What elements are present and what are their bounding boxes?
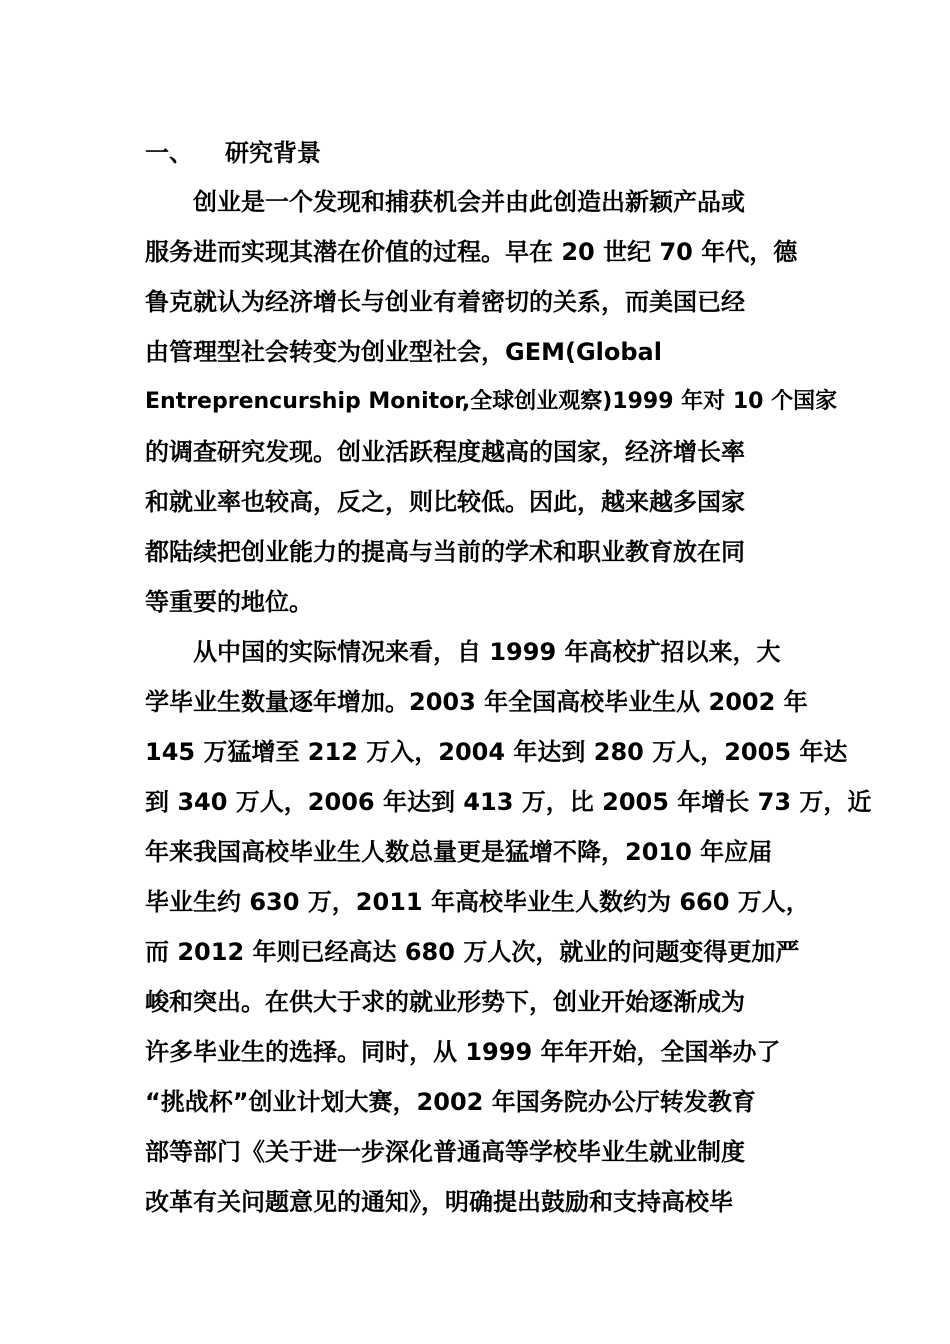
paragraph-1-line-6: 的调查研究发现。创业活跃程度越高的国家，经济增长率	[145, 438, 745, 466]
paragraph-1-line-1: 创业是一个发现和捕获机会并由此创造出新颖产品或	[193, 188, 745, 216]
paragraph-1-line-7: 和就业率也较高，反之，则比较低。因此，越来越多国家	[145, 488, 745, 516]
paragraph-2-line-11: 部等部门《关于进一步深化普通高等学校毕业生就业制度	[145, 1138, 745, 1166]
paragraph-2-line-4: 到 340 万人，2006 年达到 413 万，比 2005 年增长 73 万，近	[145, 788, 872, 816]
paragraph-2-line-3: 145 万猛增至 212 万入，2004 年达到 280 万人，2005 年达	[145, 738, 848, 766]
paragraph-2-line-6: 毕业生约 630 万，2011 年高校毕业生人数约为 660 万人，	[145, 888, 810, 916]
paragraph-1-line-4: 由管理型社会转变为创业型社会，GEM(Global	[145, 338, 662, 366]
paragraph-2-line-2: 学毕业生数量逐年增加。2003 年全国高校毕业生从 2002 年	[145, 688, 808, 716]
paragraph-1-line-3: 鲁克就认为经济增长与创业有着密切的关系，而美国已经	[145, 288, 745, 316]
paragraph-1-line-8: 都陆续把创业能力的提高与当前的学术和职业教育放在同	[145, 538, 745, 566]
paragraph-2-line-12: 改革有关问题意见的通知》，明确提出鼓励和支持高校毕	[145, 1188, 733, 1216]
section-title: 研究背景	[225, 139, 321, 167]
paragraph-1-line-2: 服务进而实现其潜在价值的过程。早在 20 世纪 70 年代，德	[145, 238, 798, 266]
paragraph-2-line-8: 峻和突出。在供大于求的就业形势下，创业开始逐渐成为	[145, 988, 745, 1016]
paragraph-2-line-10: “挑战杯”创业计划大赛，2002 年国务院办公厅转发教育	[145, 1088, 756, 1116]
paragraph-1-line-9: 等重要的地位。	[145, 588, 313, 616]
paragraph-2-line-9: 许多毕业生的选择。同时，从 1999 年年开始，全国举办了	[145, 1038, 781, 1066]
paragraph-2-line-7: 而 2012 年则已经高达 680 万人次，就业的问题变得更加严	[145, 938, 800, 966]
section-number: 一、	[145, 139, 193, 167]
paragraph-1-line-5: Entreprencurship Monitor,全球创业观察)1999 年对 10 个国家	[145, 389, 838, 414]
paragraph-2-line-1: 从中国的实际情况来看，自 1999 年高校扩招以来，大	[193, 638, 781, 666]
paragraph-2-line-5: 年来我国高校毕业生人数总量更是猛增不降，2010 年应届	[145, 838, 773, 866]
